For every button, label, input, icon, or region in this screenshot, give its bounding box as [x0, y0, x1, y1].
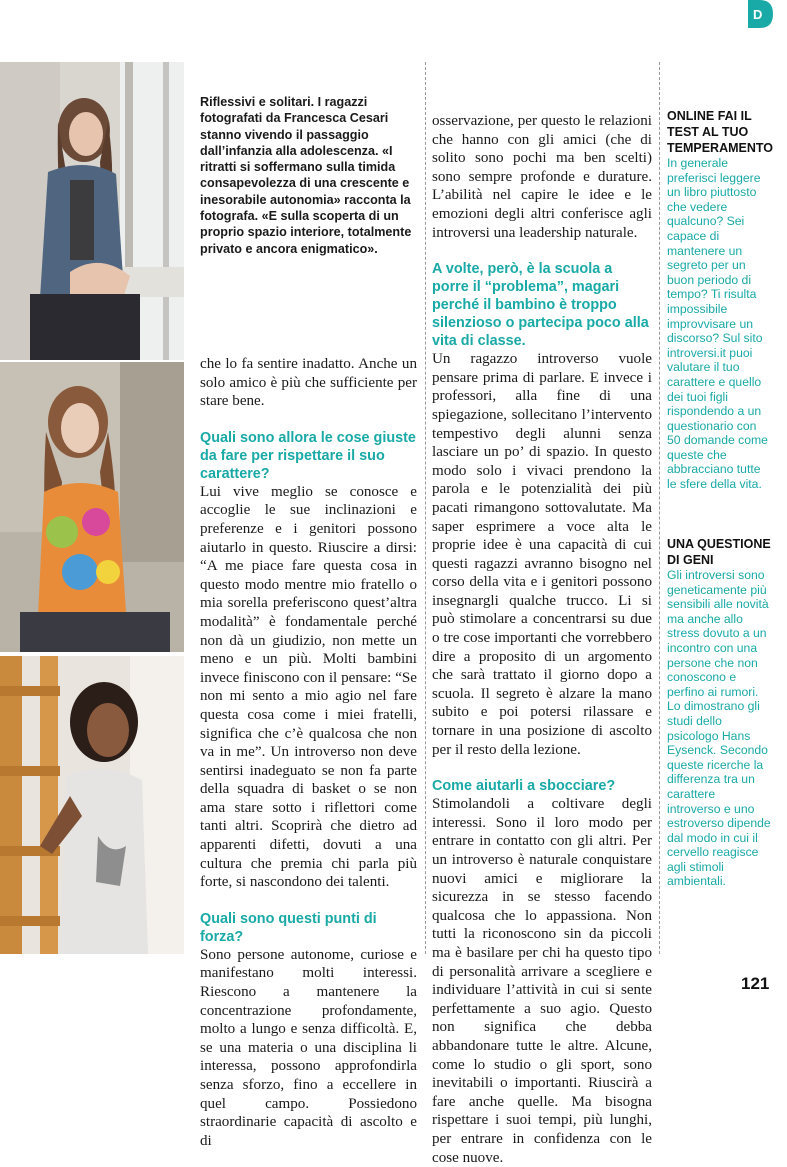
- section-heading: Quali sono allora le cose giuste da fare per rispettare il suo carattere?: [200, 429, 416, 482]
- section-heading: A volte, però, è la scuola a porre il “problema”, magari perché il bambino è troppo silenzioso o partecipa poco alla vita di classe.: [432, 261, 649, 350]
- sidebar-title: ONLINE FAI IL TEST AL TUO TEMPERAMENTO: [667, 109, 774, 155]
- photo-girl-stairs: [0, 656, 184, 954]
- section-heading: Come aiutarli a sbocciare?: [432, 778, 616, 795]
- sidebar-title: UNA QUESTIONE DI GENI: [667, 537, 771, 567]
- paragraph: che lo fa sentire inadatto. Anche un solo amico è più che sufficiente per stare bene.: [200, 356, 417, 410]
- sidebar-box-genes: [667, 536, 771, 889]
- photo-girl-tiedye: [0, 362, 184, 652]
- section-heading: Quali sono questi punti di forza?: [200, 910, 377, 945]
- photo-girl-window: [0, 62, 184, 360]
- column-divider: [425, 62, 426, 954]
- article-column-2: [432, 112, 652, 1167]
- photo-strip: [0, 62, 184, 954]
- paragraph: Lui vive meglio se conosce e accoglie le sue inclinazioni e preferenze e i genitori possono aiutarlo in questo. Riuscire a dirsi: “A me piace fare questa cosa in questo modo mentre mio fratello o mia sorella preferiscono quest’altra modalità” è fondamentale perché non dà un giudizio, non mette un meno e un più. Molti bambini invece finiscono con il pensare: “Se non mi sento a mio agio nel fare questa cosa come i miei fratelli, significa che c’è qualcosa che non va in me”. Un introverso non deve sentirsi inadeguato se non fa parte della squadra di basket o se non ama stare sotto i riflettori come tanti altri. Scoprirà che dietro ad apparenti difetti, dovuti a una cultura che premia chi parla più forte, si nascondono dei talenti.: [200, 483, 417, 891]
- column-divider: [659, 62, 660, 954]
- paragraph: Stimolandoli a coltivare degli interessi. Sono il loro modo per entrare in contatto con gli altri. Per un introverso è naturale conquistare nuovi amici e migliorare la sicurezza in se stesso facendo qualcosa che lo appassiona. Non tutti la riconoscono sin da piccoli ma è basilare per chi ha questo tipo di personalità arrivare a scegliere e individuare l’attività in cui si sente perfettamente a suo agio. Questo non significa che debba abbandonare tutte le altre. Alcune, come lo studio o gli sport, sono inevitabili o importanti. Riuscirà a fare anche quelle. Ma bisogna rispettare i suoi tempi, più lunghi, per entrare in confidenza con le cose nuove.: [432, 796, 652, 1166]
- sidebar-text: Gli introversi sono geneticamente più sensibili alle novità ma anche allo stress dovuto a un incontro con una persone che non conoscono e perfino ai rumori. Lo dimostrano gli studi dello psicologo Hans Eysenck. Secondo queste ricerche la differenza tra un carattere introverso e uno estroverso dipende dal modo in cui il cervello reagisce agli stimoli ambientali.: [667, 568, 771, 889]
- magazine-logo: [746, 0, 774, 30]
- article-column-1: [200, 355, 417, 1150]
- photo-caption: Riflessivi e solitari. I ragazzi fotografati da Francesca Cesari stanno vivendo il passaggio dall’infanzia alla adolescenza. «I ritratti si soffermano sulla timida consapevolezza di una crescente e inesorabile autonomia» racconta la fotografa. «E sulla scoperta di un proprio spazio interiore, totalmente privato e ancora enigmatico».: [200, 95, 412, 256]
- page-number: 121: [741, 974, 770, 993]
- sidebar-text: In generale preferisci leggere un libro piuttosto che vedere qualcuno? Sei capace di mantenere un segreto per un buon periodo di tempo? Ti risulta impossibile improvvisare un discorso? Sul sito introversi.it puoi valutare il tuo carattere e quello dei tuoi figli rispondendo a un questionario con 50 domande come queste che abbracciano tutte le sfere della vita.: [667, 156, 768, 492]
- paragraph: Un ragazzo introverso vuole pensare prima di parlare. E invece i professori, alla fine di una spiegazione, sollecitano l’intervento tempestivo degli alunni senza lasciare un po’ di spazio. In questo modo solo i vivaci prendono la parola e le potenzialità dei più pacati rimangono sottovalutate. Ma saper esprimere a voce alta le proprie idee è una capacità di cui questi ragazzi avranno bisogno nel corso della vita e i genitori possono insegnargli qualche trucco. Li si può stimolare a concentrarsi su due o tre cose importanti che vorrebbero dire a proposito di un argomento che sarà trattato il giorno dopo a scuola. Il segreto è alzare la mano subito e poi potersi rilassare e tornare in una posizione di ascolto per il resto della lezione.: [432, 351, 652, 758]
- logo-text: D: [753, 7, 763, 22]
- paragraph: osservazione, per questo le relazioni che hanno con gli amici (che di solito sono pochi ma ben scelti) sono sempre profonde e durature. L’abilità nel capire le idee e le emozioni degli altri conferisce agli introversi una leadership naturale.: [432, 113, 652, 241]
- sidebar-box-test: [667, 108, 774, 492]
- paragraph: Sono persone autonome, curiose e manifestano molti interessi. Riescono a mantenere la concentrazione profondamente, molto a lungo e senza difficoltà. E, se una materia o una disciplina li interessa, possono approfondirla senza sforzo, fino a eccellere in quel campo. Possiedono straordinarie capacità di ascolto e di: [200, 946, 417, 1149]
